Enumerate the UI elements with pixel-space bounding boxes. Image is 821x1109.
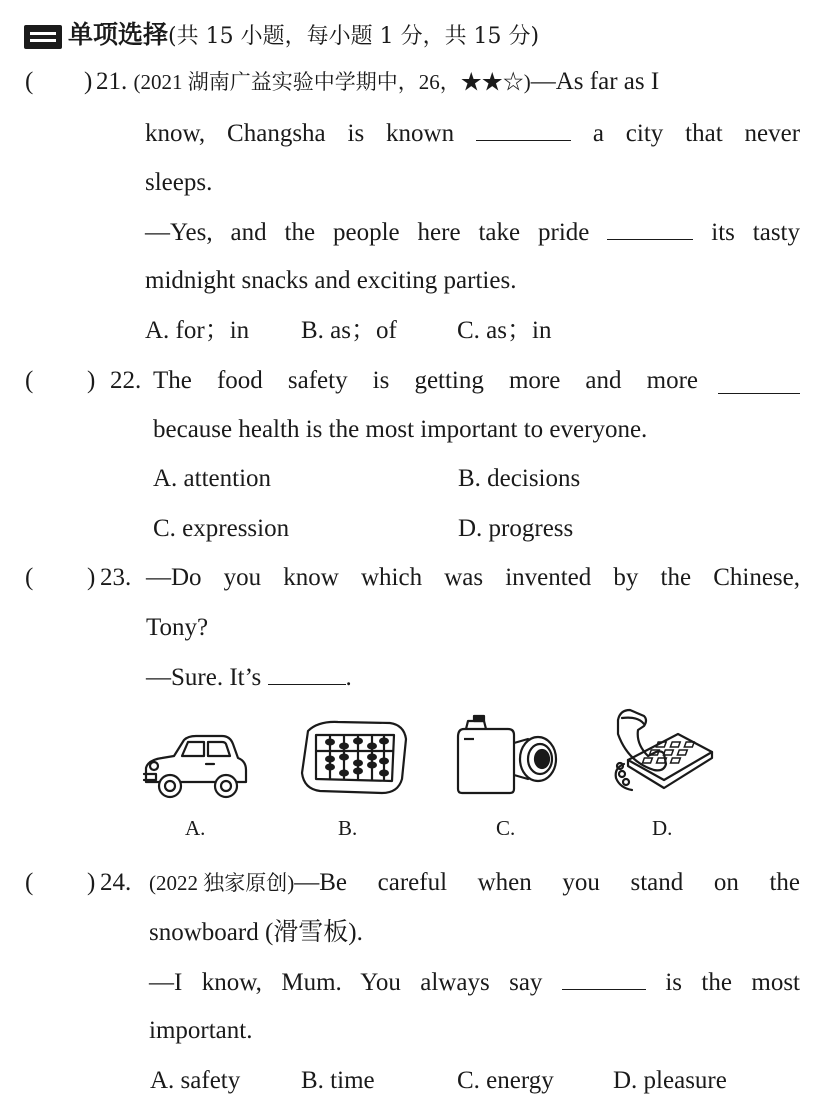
section-header [68,18,539,54]
question-21-header [96,67,659,97]
option-22-a: A. attention [153,465,272,492]
question-21-line2: know, Changsha is known a city that never [145,120,801,147]
section-icon [24,25,62,49]
question-24-line1: (2022 独家原创) —Be careful when you stand on the [149,869,800,896]
option-22-c: C. expression [153,515,290,542]
answer-paren-close-23: ) [87,564,96,591]
answer-paren-close-21: ) [84,68,93,95]
question-number-22: 22. [110,367,142,394]
question-23-line2: Tony? [146,614,209,641]
answer-paren-close-22: ) [87,367,96,394]
question-21-line3: sleeps. [145,169,213,196]
answer-blank-23 [268,662,346,685]
telephone-icon [608,704,720,796]
question-number-21: 21. [96,68,128,95]
picture-label-c: C. [496,816,516,840]
abacus-icon [298,717,410,799]
question-21-source: (2021 湖南广益实验中学期中，26，★★☆) [133,70,531,94]
section-title: 单项选择 [68,20,169,49]
answer-blank-22 [718,371,800,394]
option-21-a: A. for；in [145,317,250,344]
answer-blank-21b [607,217,693,240]
picture-label-b: B. [338,816,358,840]
picture-label-a: A. [185,816,206,840]
question-23-line3: —Sure. It’s . [146,664,352,691]
camera-icon [454,713,560,797]
answer-paren-open-24: ( [25,869,34,896]
question-23-line1: —Do you know which was invented by the Chinese, [146,564,800,591]
question-number-24: 24. [100,869,132,896]
option-24-d: D. pleasure [613,1067,727,1094]
question-number-23: 23. [100,564,132,591]
question-21-line4: —Yes, and the people here take pride its tasty [145,219,801,246]
answer-blank-21a [476,118,571,141]
question-24-line3: —I know, Mum. You always say is the most [149,969,801,996]
section-meta: (共 15 小题，每小题 1 分，共 15 分) [168,24,540,49]
question-24-source: (2022 独家原创) [149,871,295,895]
option-24-a: A. safety [150,1067,241,1094]
option-22-b: B. decisions [458,465,581,492]
answer-paren-open-22: ( [25,367,34,394]
option-21-b: B. as；of [301,317,397,344]
question-22-line1: The food safety is getting more and more [153,367,698,394]
answer-blank-24 [562,967,646,990]
car-icon [140,730,250,802]
question-24-line4: important. [149,1017,253,1044]
option-24-b: B. time [301,1067,375,1094]
answer-paren-close-24: ) [87,869,96,896]
answer-paren-open-21: ( [25,68,34,95]
option-22-d: D. progress [458,515,574,542]
question-21-line1: —As far as I [530,68,660,95]
question-21-line5: midnight snacks and exciting parties. [145,267,517,294]
picture-label-d: D. [652,816,673,840]
question-22-line2: because health is the most important to everyone. [153,416,648,443]
option-24-c: C. energy [457,1067,554,1094]
question-24-line2: snowboard (滑雪板). [149,919,363,946]
option-21-c: C. as；in [457,317,552,344]
answer-paren-open-23: ( [25,564,34,591]
